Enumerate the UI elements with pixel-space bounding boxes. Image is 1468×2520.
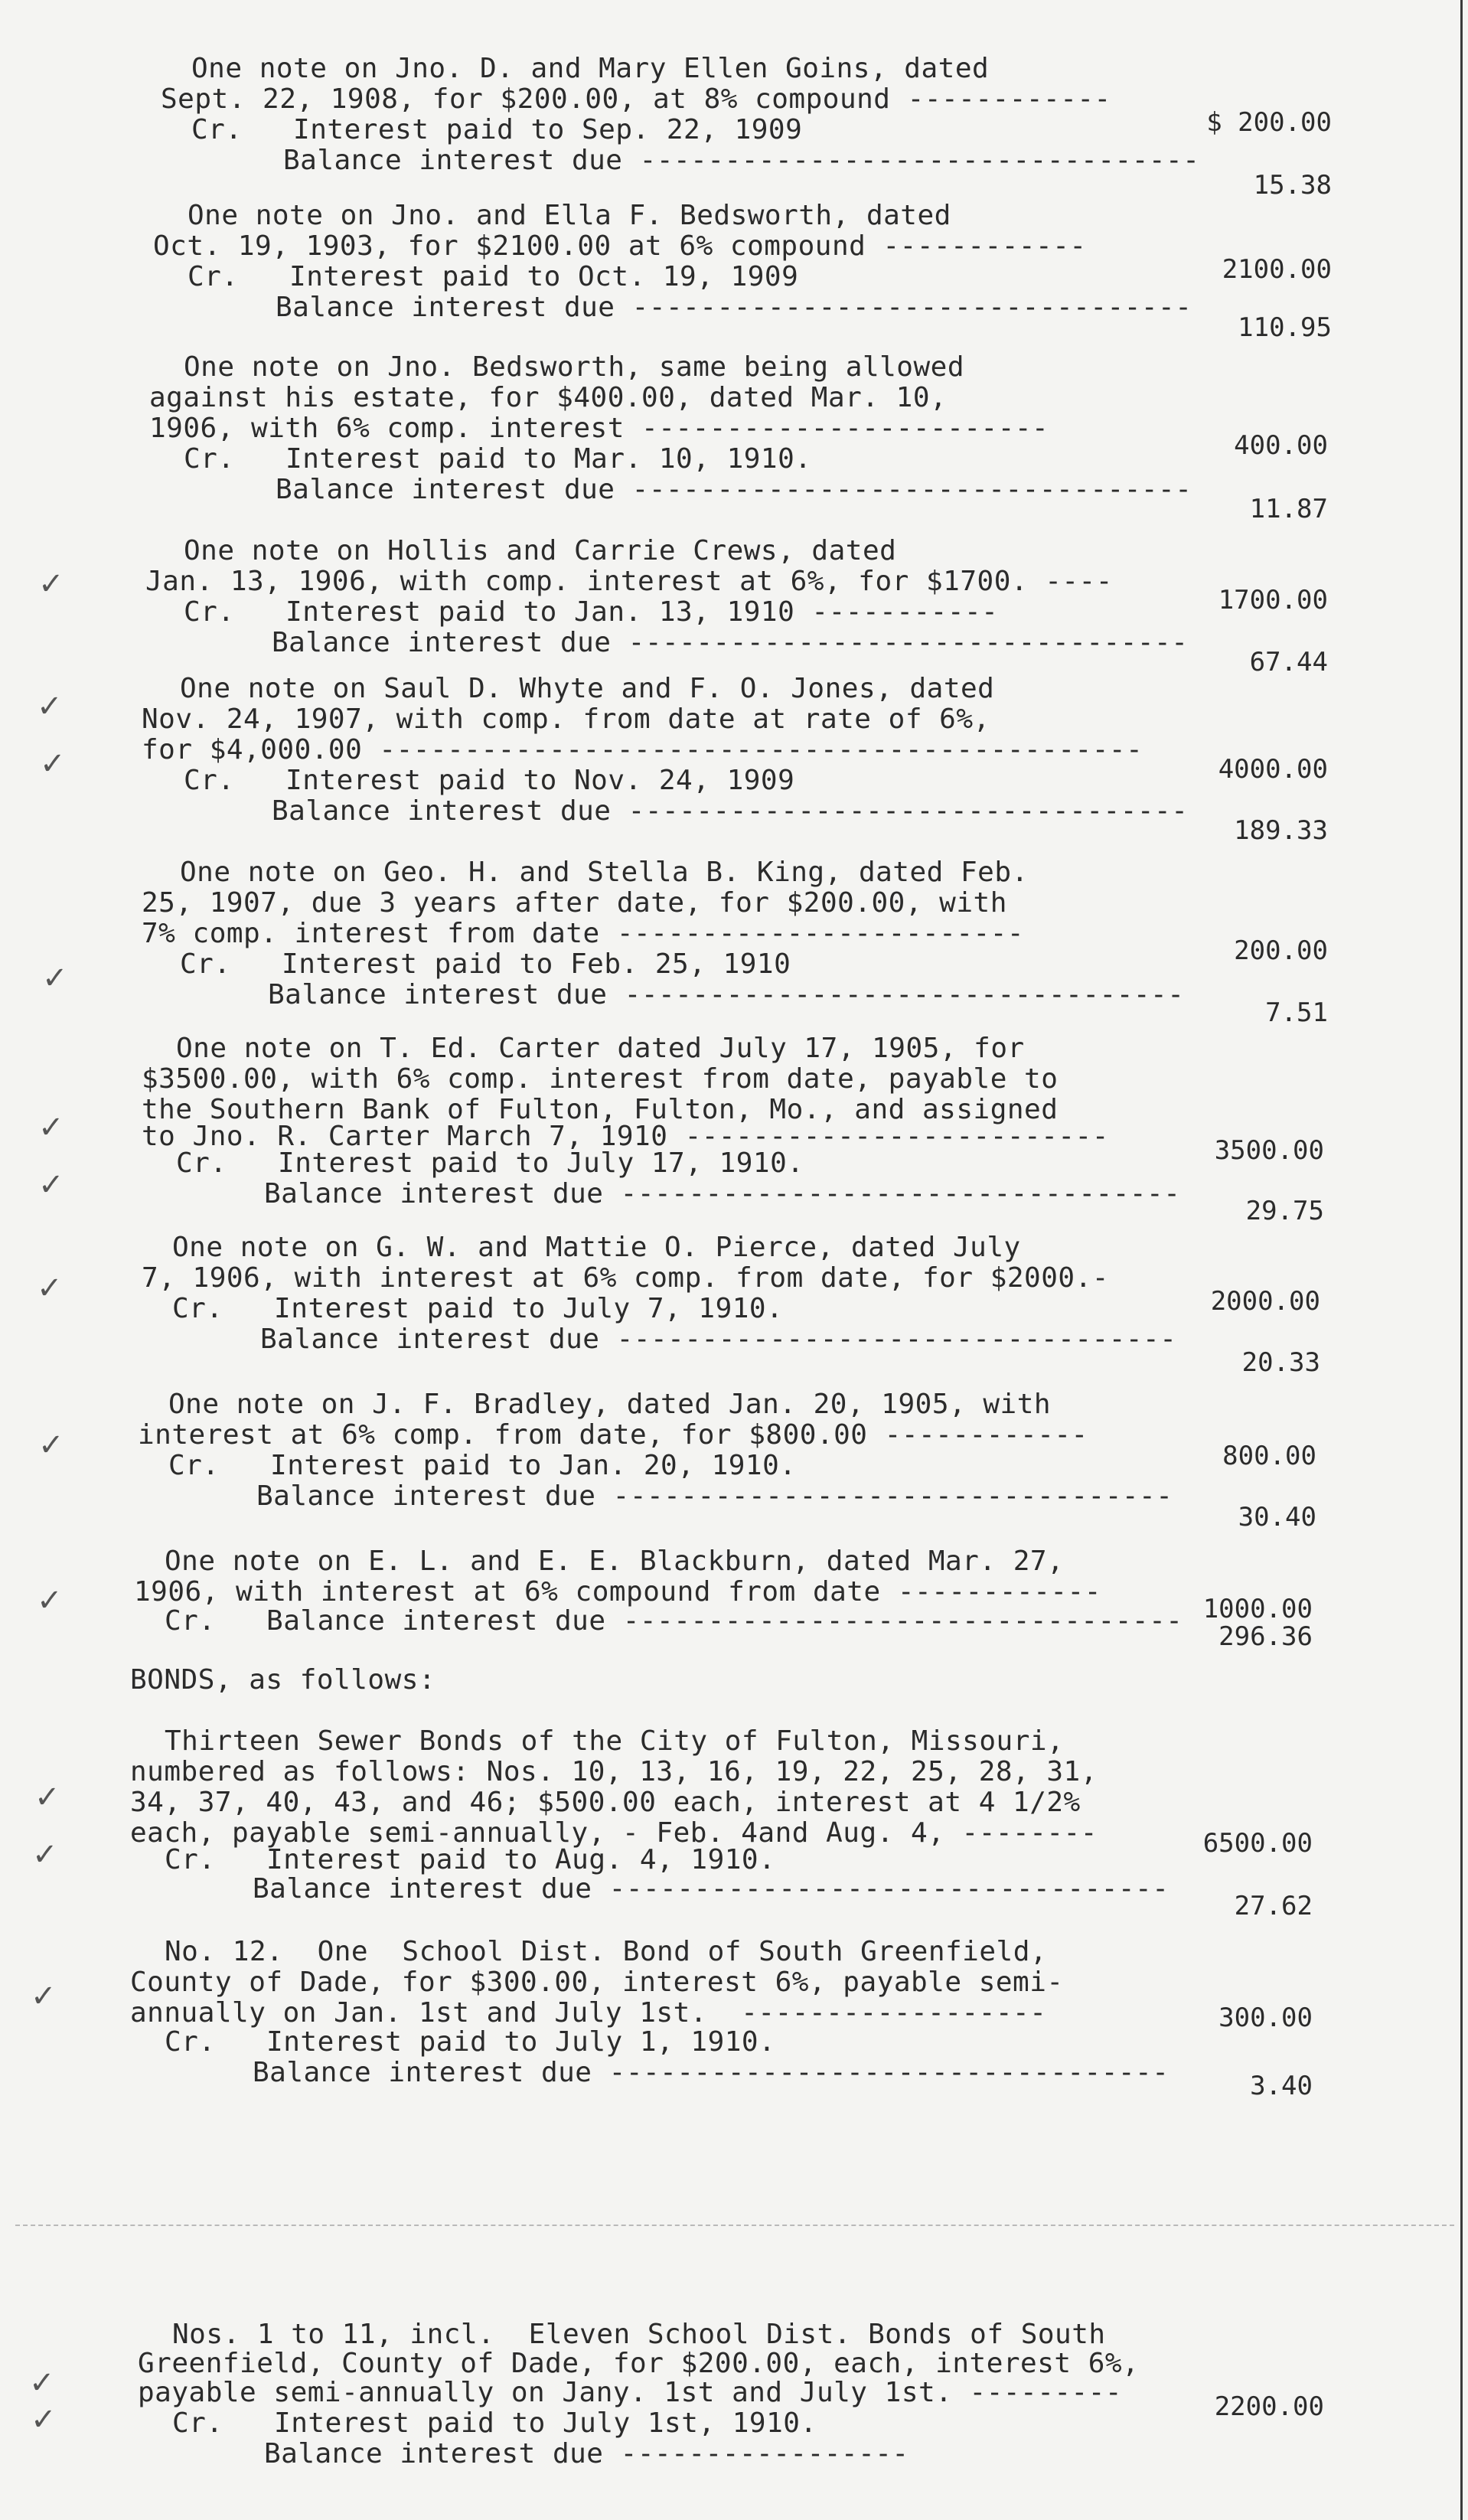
bond-2-principal: 300.00 — [1218, 2003, 1313, 2033]
bond-1-balance-label: Balance interest due --------------------------------- — [253, 1873, 1170, 1905]
note-1-credit: Cr. Interest paid to Sep. 22, 1909 — [191, 114, 803, 145]
note-2-principal: 2100.00 — [1222, 254, 1332, 285]
note-3-balance-label: Balance interest due --------------------------------- — [276, 474, 1192, 505]
note-6-balance: 7.51 — [1265, 997, 1328, 1028]
note-5-line-2: Nov. 24, 1907, with comp. from date at rate of 6%, — [142, 703, 990, 735]
note-4-balance: 67.44 — [1249, 647, 1328, 677]
note-9-balance: 30.40 — [1238, 1502, 1316, 1533]
note-6-line-3: 7% comp. interest from date ------------------------ — [142, 918, 1025, 949]
note-7-principal: 3500.00 — [1214, 1135, 1324, 1166]
check-mark-icon: ✓ — [38, 1167, 64, 1203]
note-6-line-2: 25, 1907, due 3 years after date, for $200.00, with — [142, 887, 1007, 919]
check-mark-icon: ✓ — [40, 746, 66, 782]
check-mark-icon: ✓ — [42, 961, 68, 996]
note-6-balance-label: Balance interest due --------------------------------- — [268, 979, 1185, 1010]
note-3-principal: 400.00 — [1234, 430, 1328, 461]
bond-2-line-3: annually on Jan. 1st and July 1st. ------------------ — [130, 1997, 1047, 2029]
note-4-line-1: One note on Hollis and Carrie Crews, dated — [184, 535, 897, 566]
note-7-balance-label: Balance interest due --------------------------------- — [264, 1178, 1181, 1209]
note-6-line-1: One note on Geo. H. and Stella B. King, dated Feb. — [180, 857, 1029, 888]
note-1-principal: $ 200.00 — [1206, 107, 1332, 138]
check-mark-icon: ✓ — [38, 1428, 64, 1463]
note-6-principal: 200.00 — [1234, 935, 1328, 966]
note-3-line-3: 1906, with 6% comp. interest ------------------------ — [149, 413, 1049, 444]
note-2-line-2: Oct. 19, 1903, for $2100.00 at 6% compound ------------ — [153, 230, 1087, 262]
note-5-balance: 189.33 — [1234, 815, 1328, 846]
page-right-border — [1460, 0, 1463, 2520]
note-10-balance: 296.36 — [1218, 1621, 1313, 1652]
note-10-line-2: 1906, with interest at 6% compound from date ------------ — [134, 1576, 1101, 1608]
note-8-balance-label: Balance interest due --------------------------------- — [260, 1324, 1177, 1355]
bottom-bond-line-2: Greenfield, County of Dade, for $200.00, each, interest 6%, — [138, 2348, 1140, 2379]
note-7-line-1: One note on T. Ed. Carter dated July 17, 1905, for — [176, 1033, 1025, 1064]
bond-2-balance: 3.40 — [1250, 2071, 1313, 2101]
note-9-line-2: interest at 6% comp. from date, for $800.00 ------------ — [138, 1419, 1088, 1451]
note-7-line-4: to Jno. R. Carter March 7, 1910 ------------------------- — [142, 1121, 1109, 1152]
note-5-credit: Cr. Interest paid to Nov. 24, 1909 — [184, 765, 795, 796]
bond-2-line-2: County of Dade, for $300.00, interest 6%, payable semi- — [130, 1967, 1064, 1998]
check-mark-icon: ✓ — [38, 566, 64, 602]
check-mark-icon: ✓ — [37, 1583, 63, 1618]
bond-1-balance: 27.62 — [1234, 1891, 1313, 1921]
bond-1-line-3: 34, 37, 40, 43, and 46; $500.00 each, interest at 4 1/2% — [130, 1787, 1081, 1818]
bottom-bond-balance-label: Balance interest due ----------------- — [264, 2438, 909, 2469]
note-2-credit: Cr. Interest paid to Oct. 19, 1909 — [188, 261, 799, 292]
bottom-bond-credit: Cr. Interest paid to July 1st, 1910. — [172, 2407, 817, 2439]
note-10-line-1: One note on E. L. and E. E. Blackburn, dated Mar. 27, — [165, 1546, 1065, 1577]
note-8-principal: 2000.00 — [1210, 1286, 1320, 1317]
check-mark-icon: ✓ — [37, 1271, 63, 1306]
note-4-principal: 1700.00 — [1218, 585, 1328, 615]
bond-2-credit: Cr. Interest paid to July 1, 1910. — [165, 2026, 776, 2058]
note-3-line-1: One note on Jno. Bedsworth, same being allowed — [184, 351, 964, 383]
note-7-line-2: $3500.00, with 6% comp. interest from date, payable to — [142, 1063, 1059, 1095]
note-2-balance: 110.95 — [1238, 312, 1332, 343]
bond-1-line-1: Thirteen Sewer Bonds of the City of Fulton, Missouri, — [165, 1725, 1065, 1757]
note-2-balance-label: Balance interest due --------------------------------- — [276, 292, 1192, 323]
note-1-balance: 15.38 — [1253, 170, 1332, 201]
note-8-line-1: One note on G. W. and Mattie O. Pierce, dated July — [172, 1232, 1021, 1263]
page-fold-line — [15, 2225, 1454, 2228]
note-4-credit: Cr. Interest paid to Jan. 13, 1910 ----------- — [184, 596, 999, 628]
note-5-line-3: for $4,000.00 --------------------------------------------- — [142, 734, 1143, 765]
note-9-principal: 800.00 — [1222, 1441, 1316, 1471]
bond-1-credit: Cr. Interest paid to Aug. 4, 1910. — [165, 1844, 776, 1875]
note-4-balance-label: Balance interest due --------------------------------- — [272, 627, 1189, 658]
note-5-principal: 4000.00 — [1218, 754, 1328, 785]
note-7-balance: 29.75 — [1245, 1196, 1324, 1226]
check-mark-icon: ✓ — [32, 1837, 58, 1872]
bottom-bond-principal: 2200.00 — [1214, 2391, 1324, 2422]
bonds-heading: BONDS, as follows: — [130, 1664, 436, 1696]
note-5-balance-label: Balance interest due --------------------------------- — [272, 795, 1189, 827]
note-1-line-2: Sept. 22, 1908, for $200.00, at 8% compound ------------ — [161, 83, 1111, 115]
note-9-line-1: One note on J. F. Bradley, dated Jan. 20, 1905, with — [168, 1389, 1052, 1420]
note-5-line-1: One note on Saul D. Whyte and F. O. Jones, dated — [180, 673, 995, 704]
note-4-line-2: Jan. 13, 1906, with comp. interest at 6%, for $1700. ---- — [145, 566, 1113, 597]
bottom-bond-line-3: payable semi-annually on Jany. 1st and July 1st. --------- — [138, 2377, 1123, 2408]
note-10-principal: 1000.00 — [1202, 1594, 1313, 1624]
note-2-line-1: One note on Jno. and Ella F. Bedsworth, dated — [188, 200, 951, 231]
check-mark-icon: ✓ — [31, 2402, 57, 2437]
bond-2-balance-label: Balance interest due --------------------------------- — [253, 2057, 1170, 2088]
check-mark-icon: ✓ — [38, 1110, 64, 1145]
note-7-credit: Cr. Interest paid to July 17, 1910. — [176, 1147, 804, 1179]
note-9-credit: Cr. Interest paid to Jan. 20, 1910. — [168, 1450, 797, 1481]
check-mark-icon: ✓ — [34, 1780, 60, 1815]
bond-1-line-2: numbered as follows: Nos. 10, 13, 16, 19, 22, 25, 28, 31, — [130, 1756, 1098, 1787]
bottom-bond-line-1: Nos. 1 to 11, incl. Eleven School Dist. Bonds of South — [172, 2319, 1106, 2350]
note-10-credit: Cr. Balance interest due --------------------------------- — [165, 1605, 1183, 1637]
note-9-balance-label: Balance interest due --------------------------------- — [256, 1480, 1173, 1512]
note-8-credit: Cr. Interest paid to July 7, 1910. — [172, 1293, 784, 1324]
note-1-balance-label: Balance interest due --------------------------------- — [283, 145, 1200, 176]
note-8-line-2: 7, 1906, with interest at 6% comp. from date, for $2000.- — [142, 1262, 1109, 1294]
note-3-credit: Cr. Interest paid to Mar. 10, 1910. — [184, 443, 812, 475]
note-3-balance: 11.87 — [1249, 494, 1328, 524]
note-3-line-2: against his estate, for $400.00, dated Mar. 10, — [149, 382, 948, 413]
bond-1-line-4: each, payable semi-annually, - Feb. 4and Aug. 4, -------- — [130, 1817, 1098, 1849]
note-7-line-3: the Southern Bank of Fulton, Fulton, Mo., and assigned — [142, 1094, 1059, 1125]
note-8-balance: 20.33 — [1241, 1347, 1320, 1378]
bond-1-principal: 6500.00 — [1202, 1828, 1313, 1859]
note-1-line-1: One note on Jno. D. and Mary Ellen Goins, dated — [191, 53, 990, 84]
bond-2-line-1: No. 12. One School Dist. Bond of South Greenfield, — [165, 1936, 1048, 1967]
check-mark-icon: ✓ — [31, 1979, 57, 2014]
note-6-credit: Cr. Interest paid to Feb. 25, 1910 — [180, 948, 791, 980]
check-mark-icon: ✓ — [29, 2365, 55, 2401]
check-mark-icon: ✓ — [37, 689, 63, 724]
